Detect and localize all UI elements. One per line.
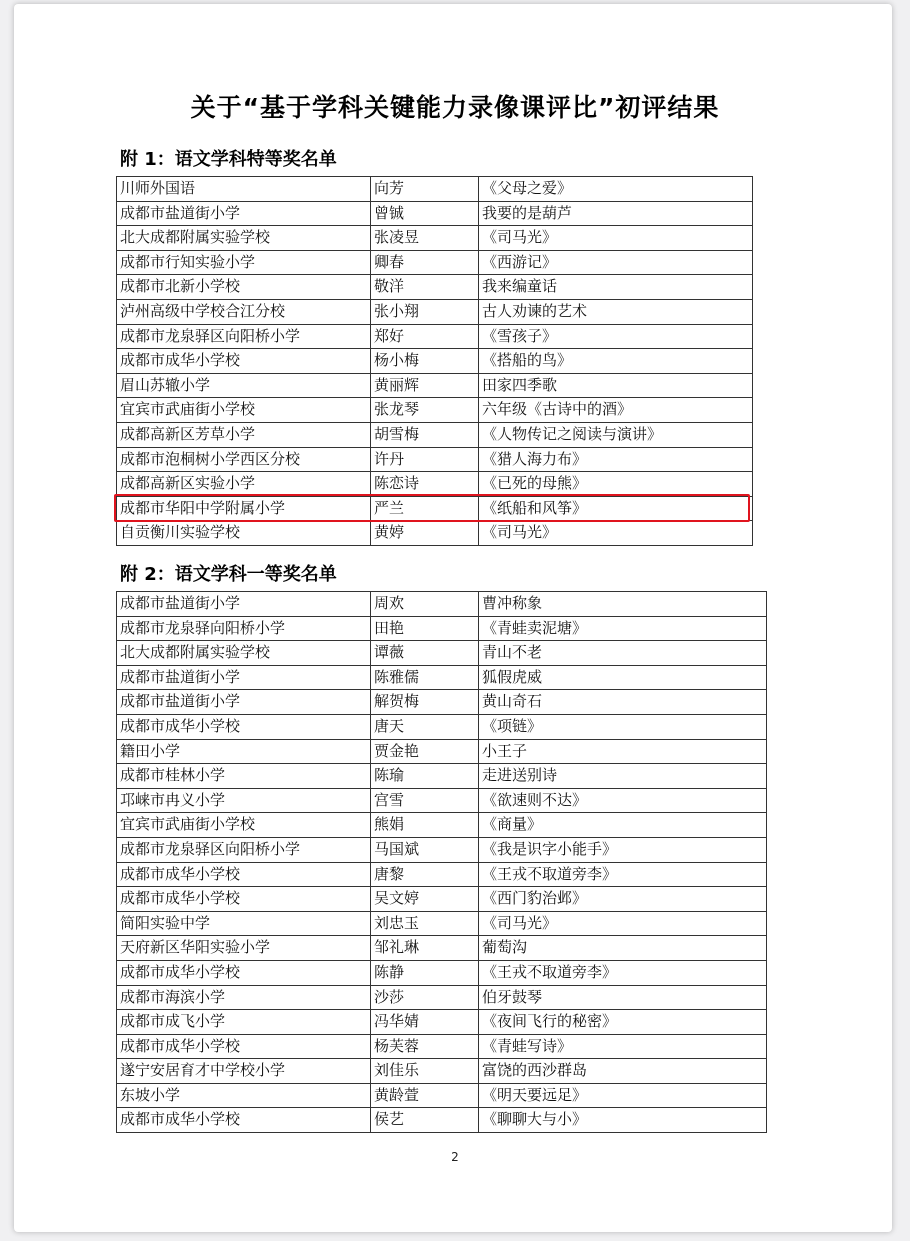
school-cell: 宜宾市武庙街小学校 <box>117 398 371 423</box>
table-row <box>117 299 753 324</box>
school-cell: 成都高新区芳草小学 <box>117 422 371 447</box>
teacher-cell: 解贺梅 <box>371 690 479 715</box>
lesson-cell: 伯牙鼓琴 <box>479 985 767 1010</box>
table-row <box>117 226 753 251</box>
teacher-cell: 宫雪 <box>371 788 479 813</box>
table-row <box>117 250 753 275</box>
table-row <box>117 837 767 862</box>
teacher-cell: 杨芙蓉 <box>371 1034 479 1059</box>
school-cell: 北大成都附属实验学校 <box>117 641 371 666</box>
table-row <box>117 1108 767 1133</box>
school-cell: 成都市成华小学校 <box>117 862 371 887</box>
table-row <box>117 422 753 447</box>
school-cell: 成都市泡桐树小学西区分校 <box>117 447 371 472</box>
lesson-cell: 《王戎不取道旁李》 <box>479 862 767 887</box>
school-cell: 遂宁安居育才中学校小学 <box>117 1059 371 1084</box>
school-cell: 成都市盐道街小学 <box>117 201 371 226</box>
teacher-cell: 黄丽辉 <box>371 373 479 398</box>
table-row <box>117 398 753 423</box>
lesson-cell: 葡萄沟 <box>479 936 767 961</box>
teacher-cell: 卿春 <box>371 250 479 275</box>
teacher-cell: 侯艺 <box>371 1108 479 1133</box>
teacher-cell: 唐天 <box>371 714 479 739</box>
first-prize-table-body <box>117 592 767 1133</box>
school-cell: 成都市成华小学校 <box>117 960 371 985</box>
teacher-cell: 向芳 <box>371 177 479 202</box>
table-row <box>117 714 767 739</box>
table-row <box>117 788 767 813</box>
lesson-cell: 《西游记》 <box>479 250 753 275</box>
special-prize-table-body <box>117 177 753 546</box>
school-cell: 邛崃市冉义小学 <box>117 788 371 813</box>
school-cell: 北大成都附属实验学校 <box>117 226 371 251</box>
teacher-cell: 胡雪梅 <box>371 422 479 447</box>
teacher-cell: 吴文婷 <box>371 887 479 912</box>
teacher-cell: 许丹 <box>371 447 479 472</box>
teacher-cell: 周欢 <box>371 592 479 617</box>
teacher-cell: 冯华婧 <box>371 1010 479 1035</box>
table-row <box>117 911 767 936</box>
table-row <box>117 887 767 912</box>
teacher-cell: 张龙琴 <box>371 398 479 423</box>
lesson-cell: 《明天要远足》 <box>479 1083 767 1108</box>
school-cell: 成都市成华小学校 <box>117 714 371 739</box>
table-row <box>117 496 753 521</box>
lesson-cell: 小王子 <box>479 739 767 764</box>
teacher-cell: 陈雅儒 <box>371 665 479 690</box>
school-cell: 东坡小学 <box>117 1083 371 1108</box>
teacher-cell: 马国斌 <box>371 837 479 862</box>
teacher-cell: 陈瑜 <box>371 764 479 789</box>
lesson-cell: 《项链》 <box>479 714 767 739</box>
school-cell: 天府新区华阳实验小学 <box>117 936 371 961</box>
lesson-cell: 《司马光》 <box>479 911 767 936</box>
table-row <box>117 201 753 226</box>
table-row <box>117 616 767 641</box>
teacher-cell: 刘忠玉 <box>371 911 479 936</box>
school-cell: 自贡衡川实验学校 <box>117 521 371 546</box>
lesson-cell: 黄山奇石 <box>479 690 767 715</box>
teacher-cell: 陈恋诗 <box>371 472 479 497</box>
table-row <box>117 690 767 715</box>
table-row <box>117 764 767 789</box>
lesson-cell: 《人物传记之阅读与演讲》 <box>479 422 753 447</box>
table-row <box>117 739 767 764</box>
teacher-cell: 谭薇 <box>371 641 479 666</box>
lesson-cell: 《西门豹治邺》 <box>479 887 767 912</box>
school-cell: 成都市行知实验小学 <box>117 250 371 275</box>
school-cell: 成都市成华小学校 <box>117 349 371 374</box>
school-cell: 籍田小学 <box>117 739 371 764</box>
teacher-cell: 邹礼琳 <box>371 936 479 961</box>
teacher-cell: 田艳 <box>371 616 479 641</box>
teacher-cell: 贾金艳 <box>371 739 479 764</box>
school-cell: 泸州高级中学校合江分校 <box>117 299 371 324</box>
teacher-cell: 敬洋 <box>371 275 479 300</box>
teacher-cell: 曾铖 <box>371 201 479 226</box>
section1-heading: 附 1：语文学科特等奖名单 <box>120 149 337 170</box>
teacher-cell: 沙莎 <box>371 985 479 1010</box>
school-cell: 成都市龙泉驿区向阳桥小学 <box>117 324 371 349</box>
teacher-cell: 刘佳乐 <box>371 1059 479 1084</box>
section2-heading: 附 2：语文学科一等奖名单 <box>120 564 337 585</box>
lesson-cell: 《纸船和风筝》 <box>479 496 753 521</box>
table-row <box>117 349 753 374</box>
lesson-cell: 《欲速则不达》 <box>479 788 767 813</box>
school-cell: 成都高新区实验小学 <box>117 472 371 497</box>
school-cell: 成都市盐道街小学 <box>117 592 371 617</box>
school-cell: 成都市盐道街小学 <box>117 665 371 690</box>
first-prize-table <box>116 591 767 1133</box>
document-title: 关于“基于学科关键能力录像课评比”初评结果 <box>190 93 720 122</box>
table-row <box>117 275 753 300</box>
school-cell: 成都市成华小学校 <box>117 887 371 912</box>
lesson-cell: 《猎人海力布》 <box>479 447 753 472</box>
lesson-cell: 曹冲称象 <box>479 592 767 617</box>
lesson-cell: 《搭船的鸟》 <box>479 349 753 374</box>
table-row <box>117 592 767 617</box>
lesson-cell: 《司马光》 <box>479 226 753 251</box>
school-cell: 宜宾市武庙街小学校 <box>117 813 371 838</box>
lesson-cell: 我要的是葫芦 <box>479 201 753 226</box>
lesson-cell: 富饶的西沙群岛 <box>479 1059 767 1084</box>
teacher-cell: 张凌昱 <box>371 226 479 251</box>
school-cell: 成都市盐道街小学 <box>117 690 371 715</box>
table-row <box>117 960 767 985</box>
table-row <box>117 177 753 202</box>
school-cell: 简阳实验中学 <box>117 911 371 936</box>
school-cell: 成都市成华小学校 <box>117 1108 371 1133</box>
table-row <box>117 1059 767 1084</box>
table-row <box>117 813 767 838</box>
school-cell: 成都市龙泉驿向阳桥小学 <box>117 616 371 641</box>
teacher-cell: 陈静 <box>371 960 479 985</box>
teacher-cell: 严兰 <box>371 496 479 521</box>
table-row <box>117 447 753 472</box>
teacher-cell: 唐黎 <box>371 862 479 887</box>
school-cell: 成都市成飞小学 <box>117 1010 371 1035</box>
lesson-cell: 《雪孩子》 <box>479 324 753 349</box>
teacher-cell: 杨小梅 <box>371 349 479 374</box>
school-cell: 成都市华阳中学附属小学 <box>117 496 371 521</box>
table-row <box>117 641 767 666</box>
table-row <box>117 862 767 887</box>
lesson-cell: 《夜间飞行的秘密》 <box>479 1010 767 1035</box>
table-row <box>117 1010 767 1035</box>
school-cell: 川师外国语 <box>117 177 371 202</box>
lesson-cell: 走进送别诗 <box>479 764 767 789</box>
lesson-cell: 《王戎不取道旁李》 <box>479 960 767 985</box>
school-cell: 成都市北新小学校 <box>117 275 371 300</box>
lesson-cell: 《青蛙写诗》 <box>479 1034 767 1059</box>
lesson-cell: 青山不老 <box>479 641 767 666</box>
lesson-cell: 《聊聊大与小》 <box>479 1108 767 1133</box>
lesson-cell: 田家四季歌 <box>479 373 753 398</box>
table-row <box>117 472 753 497</box>
lesson-cell: 我来编童话 <box>479 275 753 300</box>
school-cell: 成都市桂林小学 <box>117 764 371 789</box>
table-row <box>117 665 767 690</box>
lesson-cell: 狐假虎威 <box>479 665 767 690</box>
lesson-cell: 《司马光》 <box>479 521 753 546</box>
table-row <box>117 936 767 961</box>
school-cell: 成都市海滨小学 <box>117 985 371 1010</box>
lesson-cell: 《商量》 <box>479 813 767 838</box>
page-number: 2 <box>451 1150 459 1164</box>
school-cell: 眉山苏辙小学 <box>117 373 371 398</box>
teacher-cell: 黄婷 <box>371 521 479 546</box>
teacher-cell: 熊娟 <box>371 813 479 838</box>
lesson-cell: 《父母之爱》 <box>479 177 753 202</box>
special-prize-table <box>116 176 753 546</box>
teacher-cell: 张小翔 <box>371 299 479 324</box>
school-cell: 成都市龙泉驿区向阳桥小学 <box>117 837 371 862</box>
lesson-cell: 《我是识字小能手》 <box>479 837 767 862</box>
lesson-cell: 《青蛙卖泥塘》 <box>479 616 767 641</box>
teacher-cell: 黄龄萱 <box>371 1083 479 1108</box>
table-row <box>117 985 767 1010</box>
lesson-cell: 六年级《古诗中的酒》 <box>479 398 753 423</box>
table-row <box>117 324 753 349</box>
school-cell: 成都市成华小学校 <box>117 1034 371 1059</box>
lesson-cell: 古人劝谏的艺术 <box>479 299 753 324</box>
table-row <box>117 1034 767 1059</box>
table-row <box>117 1083 767 1108</box>
table-row <box>117 521 753 546</box>
table-row <box>117 373 753 398</box>
teacher-cell: 郑好 <box>371 324 479 349</box>
lesson-cell: 《已死的母熊》 <box>479 472 753 497</box>
